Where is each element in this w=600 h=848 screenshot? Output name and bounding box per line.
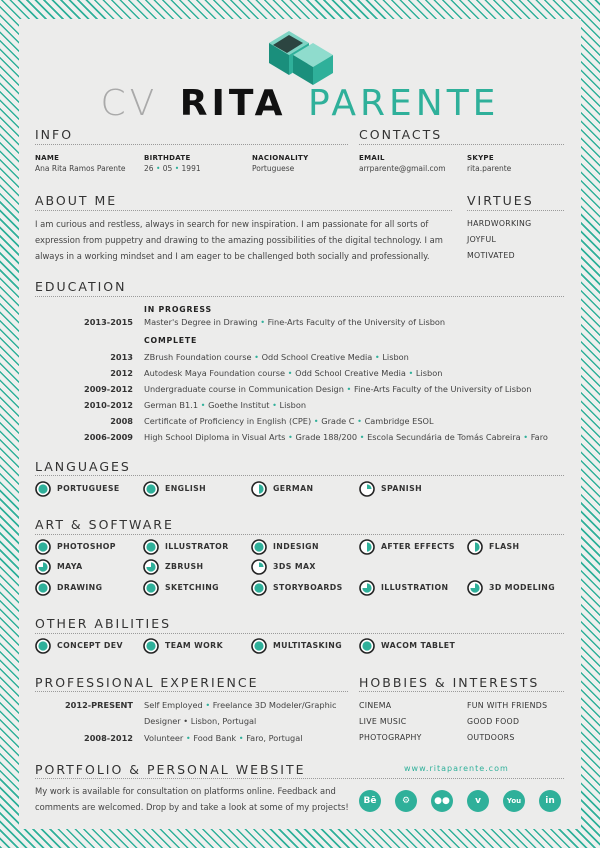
education-entry: Autodesk Maya Foundation course • Odd School Creative Media • Lisbon: [144, 368, 443, 378]
skill-level-icon: [251, 559, 267, 575]
skill-label: PORTUGUESE: [57, 484, 120, 493]
title-last-name: PARENTE: [307, 83, 500, 124]
experience-line: Volunteer • Food Bank • Faro, Portugal: [144, 733, 303, 743]
birthdate-label: BIRTHDATE: [144, 154, 191, 162]
skill-level-icon: [143, 559, 159, 575]
divider: [35, 210, 452, 211]
virtues-title: VIRTUES: [467, 193, 534, 208]
hobby-item: LIVE MUSIC: [359, 717, 407, 726]
divider: [35, 475, 564, 476]
divider: [35, 633, 564, 634]
skill-level-icon: [467, 539, 483, 555]
skill-label: SPANISH: [381, 484, 423, 493]
skill-level-icon: [143, 638, 159, 654]
skill-label: TEAM WORK: [165, 641, 224, 650]
education-year: 2006-2009: [84, 432, 133, 442]
vimeo-icon[interactable]: v: [467, 790, 489, 812]
education-entry: High School Diploma in Visual Arts • Grade 188/200 • Escola Secundária de Tomás Cabreira • Faro: [144, 432, 548, 442]
skill-label: ZBRUSH: [165, 562, 204, 571]
skill-level-icon: [35, 559, 51, 575]
divider: [359, 144, 564, 145]
education-entry: Certificate of Proficiency in English (CPE) • Grade C • Cambridge ESOL: [144, 416, 434, 426]
skill-label: 3D MODELING: [489, 583, 555, 592]
education-entry: German B1.1 • Goethe Institut • Lisbon: [144, 400, 307, 410]
nationality-value: Portuguese: [252, 164, 295, 173]
skill-level-icon: [251, 580, 267, 596]
title-cv: CV: [100, 83, 159, 124]
name-label: NAME: [35, 154, 60, 162]
education-entry: Master's Degree in Drawing • Fine-Arts Faculty of the University of Lisbon: [144, 317, 446, 327]
cv-page: [19, 19, 581, 829]
name-value: Ana Rita Ramos Parente: [35, 164, 126, 173]
divider: [467, 210, 564, 211]
education-year: 2013-2015: [84, 317, 133, 327]
email-label: EMAIL: [359, 154, 385, 162]
skill-label: ILLUSTRATION: [381, 583, 449, 592]
education-year: 2009-2012: [84, 384, 133, 394]
hobby-item: GOOD FOOD: [467, 717, 520, 726]
about-title: ABOUT ME: [35, 193, 118, 208]
in-progress-label: IN PROGRESS: [144, 305, 212, 314]
skill-level-icon: [143, 539, 159, 555]
deviantart-icon[interactable]: ⚙: [395, 790, 417, 812]
title-first-name: RITA: [179, 83, 287, 124]
education-entry: ZBrush Foundation course • Odd School Creative Media • Lisbon: [144, 352, 409, 362]
youtube-icon[interactable]: You: [503, 790, 525, 812]
skill-label: MULTITASKING: [273, 641, 343, 650]
skill-level-icon: [35, 638, 51, 654]
virtue-item: HARDWORKING: [467, 219, 532, 228]
skill-level-icon: [35, 580, 51, 596]
behance-icon[interactable]: Bē: [359, 790, 381, 812]
skill-label: ILLUSTRATOR: [165, 542, 229, 551]
portfolio-text: My work is available for consultation on platforms online. Feedback and comments are welcomed. Drop by and take a look at some of my projects!: [35, 786, 349, 812]
languages-title: LANGUAGES: [35, 459, 131, 474]
hobby-item: PHOTOGRAPHY: [359, 733, 422, 742]
education-entry: Undergraduate course in Communication Design • Fine-Arts Faculty of the University of Lisbon: [144, 384, 532, 394]
skill-level-icon: [143, 580, 159, 596]
website-link[interactable]: www.ritaparente.com: [404, 764, 509, 773]
experience-line: Designer • Lisbon, Portugal: [144, 716, 257, 726]
skill-level-icon: [359, 539, 375, 555]
experience-year: 2012-PRESENT: [64, 700, 133, 710]
hobby-item: CINEMA: [359, 701, 392, 710]
skill-label: INDESIGN: [273, 542, 319, 551]
virtue-item: MOTIVATED: [467, 251, 515, 260]
skill-level-icon: [251, 481, 267, 497]
skill-label: GERMAN: [273, 484, 314, 493]
software-title: ART & SOFTWARE: [35, 517, 174, 532]
virtue-item: JOYFUL: [467, 235, 497, 244]
info-title: INFO: [35, 127, 74, 142]
cube-logo-icon: [263, 23, 335, 87]
skype-label: SKYPE: [467, 154, 494, 162]
divider: [359, 691, 564, 692]
portfolio-title: PORTFOLIO & PERSONAL WEBSITE: [35, 762, 306, 777]
skill-label: AFTER EFFECTS: [381, 542, 455, 551]
divider: [35, 534, 564, 535]
about-text: I am curious and restless, always in search for new inspiration. I am passionate for all sorts of expression from puppetry and drawing to the amazing possibilities of the digital technology. I am always in a working mindset and I am eager to be challenged both socially and professionally.: [35, 219, 443, 261]
flickr-icon[interactable]: ●●: [431, 790, 453, 812]
education-year: 2013: [110, 352, 133, 362]
skill-level-icon: [251, 539, 267, 555]
divider: [35, 144, 348, 145]
skill-level-icon: [35, 481, 51, 497]
experience-title: PROFESSIONAL EXPERIENCE: [35, 675, 259, 690]
hobbies-title: HOBBIES & INTERESTS: [359, 675, 540, 690]
hobby-item: OUTDOORS: [467, 733, 515, 742]
page-title: [19, 83, 581, 124]
skype-value[interactable]: rita.parente: [467, 164, 512, 173]
skill-level-icon: [143, 481, 159, 497]
skill-label: FLASH: [489, 542, 520, 551]
contacts-title: CONTACTS: [359, 127, 443, 142]
email-value[interactable]: arrparente@gmail.com: [359, 164, 446, 173]
skill-label: ENGLISH: [165, 484, 207, 493]
experience-year: 2008-2012: [84, 733, 133, 743]
skill-level-icon: [359, 638, 375, 654]
hobby-item: FUN WITH FRIENDS: [467, 701, 548, 710]
complete-label: COMPLETE: [144, 336, 198, 345]
divider: [35, 691, 348, 692]
skill-level-icon: [35, 539, 51, 555]
nationality-label: NACIONALITY: [252, 154, 309, 162]
skill-label: STORYBOARDS: [273, 583, 343, 592]
skill-label: MAYA: [57, 562, 83, 571]
abilities-title: OTHER ABILITIES: [35, 616, 172, 631]
linkedin-icon[interactable]: in: [539, 790, 561, 812]
skill-label: WACOM TABLET: [381, 641, 456, 650]
education-title: EDUCATION: [35, 279, 127, 294]
skill-label: DRAWING: [57, 583, 103, 592]
skill-label: 3DS MAX: [273, 562, 316, 571]
divider: [35, 296, 564, 297]
skill-label: CONCEPT DEV: [57, 641, 123, 650]
skill-label: PHOTOSHOP: [57, 542, 116, 551]
education-year: 2008: [110, 416, 133, 426]
skill-label: SKETCHING: [165, 583, 219, 592]
education-year: 2010-2012: [84, 400, 133, 410]
skill-level-icon: [251, 638, 267, 654]
skill-level-icon: [359, 580, 375, 596]
skill-level-icon: [467, 580, 483, 596]
divider: [35, 778, 564, 779]
skill-level-icon: [359, 481, 375, 497]
experience-line: Self Employed • Freelance 3D Modeler/Graphic: [144, 700, 337, 710]
education-year: 2012: [110, 368, 133, 378]
birthdate-value: 26 • 05 • 1991: [144, 164, 201, 173]
